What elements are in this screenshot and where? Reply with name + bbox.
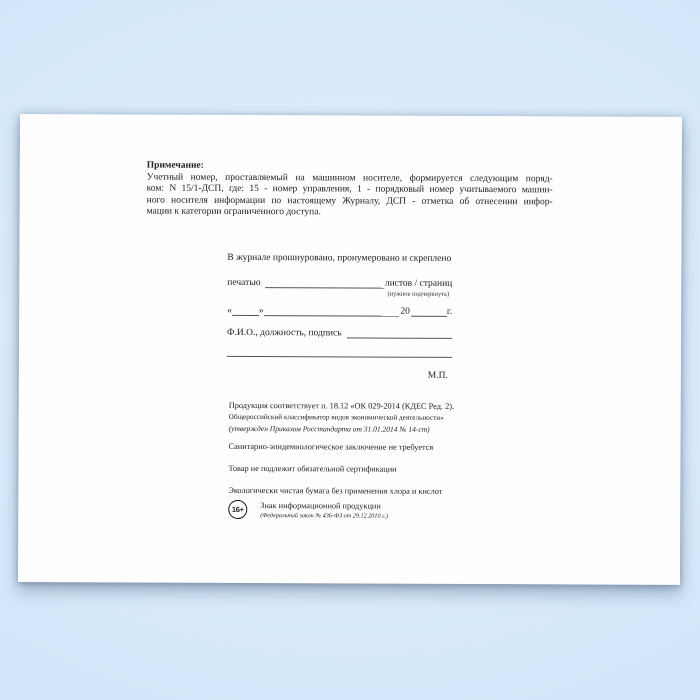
- blank-fill-line: [266, 279, 384, 289]
- blank-fill-line: [411, 307, 447, 316]
- age-rating-16plus-icon: 16+: [228, 500, 247, 519]
- note-body-line: Учетный номер, проставляемый на машинном носителе, формируется следующим поряд-: [146, 172, 553, 184]
- note-body-line: мации к категории ограниченного доступа.: [146, 206, 321, 218]
- approval-order-line: (утвержден Приказом Росстандарта от 31.01.2014 № 14-ст): [228, 423, 430, 434]
- blank-fill-line: [232, 306, 259, 315]
- note-body-line: ком: N 15/1-ДСП, где: 15 - номер управления, 1 - порядковый номер учитываемого машин-: [146, 183, 553, 196]
- sanitary-statement: Санитарно-эпидемиологическое заключение не требуется: [228, 441, 434, 452]
- date-line: [227, 305, 452, 318]
- binding-block: [227, 252, 453, 382]
- year-prefix: 20: [400, 306, 410, 317]
- info-product-sign-title: Знак информационной продукции: [260, 501, 381, 511]
- seal-label: печатью: [227, 277, 261, 289]
- note-title: Примечание:: [146, 160, 204, 171]
- year-suffix: г.: [446, 306, 453, 317]
- sheets-pages-label: листов / страниц: [384, 278, 453, 289]
- blank-fill-line: [347, 329, 453, 338]
- age-rating-row: [228, 500, 468, 521]
- certification-statement: Товар не подлежит обязательной сертификации: [228, 463, 397, 474]
- compliance-block: [228, 401, 469, 521]
- blank-fill-line: [227, 356, 452, 358]
- product-standard-line: Продукция соответствует п. 18.12 «ОК 029-2014 (КДЕС Ред. 2).: [228, 400, 455, 411]
- note-block: [147, 161, 553, 220]
- underline-hint: (нужное подчеркнуть): [387, 290, 450, 298]
- quote-close: »: [258, 306, 264, 317]
- info-product-sign: [260, 500, 388, 521]
- info-product-sign-law: (Федеральный закон № 436-ФЗ от 29.12.2010 г.): [260, 512, 389, 520]
- seal-sheets-line: [227, 277, 452, 290]
- signature-line: [227, 327, 452, 340]
- classifier-line: Общероссийский классификатор видов экономической деятельности»: [228, 412, 444, 422]
- blank-fill-line: [264, 307, 400, 317]
- note-body-line: ного носителя информации по настоящему Журналу, ДСП - отметка об отнесении инфор-: [146, 195, 553, 207]
- document-page: [18, 114, 682, 585]
- journal-bound-statement: В журнале прошнуровано, пронумеровано и скреплено: [227, 252, 452, 264]
- signature-label: Ф.И.О., должность, подпись: [227, 327, 342, 339]
- quote-open: «: [227, 305, 232, 316]
- stamp-placeholder: М.П.: [427, 370, 448, 381]
- eco-paper-statement: Экологически чистая бумага без применения хлора и кислот: [228, 485, 443, 496]
